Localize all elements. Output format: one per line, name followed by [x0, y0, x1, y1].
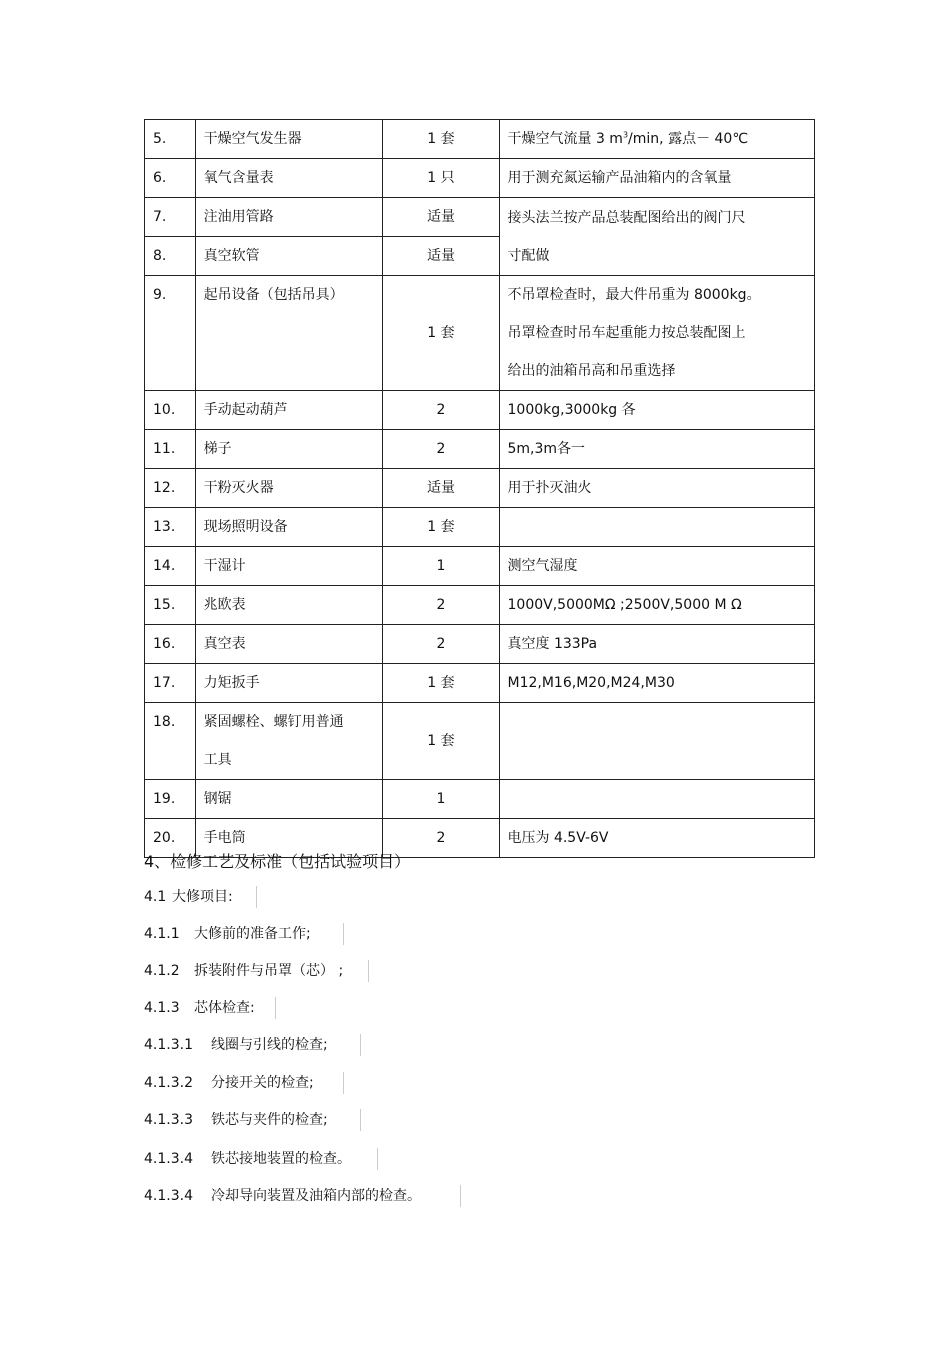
- item-text: 分接开关的检查;: [211, 1075, 314, 1091]
- text-box-edge: [360, 1109, 361, 1131]
- item-text: 铁芯接地装置的检查。: [211, 1151, 351, 1167]
- table-row: [145, 391, 815, 430]
- item-text: 拆装附件与吊罩（芯） ;: [194, 963, 344, 979]
- item-quantity: 1 套: [383, 120, 499, 159]
- item-name: 手电筒: [195, 819, 383, 858]
- list-item: [144, 1185, 421, 1207]
- item-text: 大修项目:: [172, 889, 233, 905]
- table-row: [145, 430, 815, 469]
- item-name: 干粉灭火器: [195, 469, 383, 508]
- item-name: 干湿计: [195, 547, 383, 586]
- row-number: 14.: [145, 547, 196, 586]
- row-number: 13.: [145, 508, 196, 547]
- row-number: 7.: [145, 198, 196, 237]
- table-row: [145, 508, 815, 547]
- item-note: 干燥空气流量 3 $m^3/\min$, 露点－ 40℃: [499, 120, 815, 159]
- item-number: 4.1.2: [144, 963, 180, 979]
- item-name: 钢锯: [195, 780, 383, 819]
- item-quantity: 1 只: [383, 159, 499, 198]
- item-note: 1000V,5000MΩ ;2500V,5000 M Ω: [499, 586, 815, 625]
- list-item: [144, 1072, 314, 1094]
- row-number: 20.: [145, 819, 196, 858]
- list-item: [144, 923, 311, 945]
- item-text: 线圈与引线的检查;: [211, 1037, 328, 1053]
- item-number: 4.1.3.3: [144, 1112, 193, 1128]
- text-box-edge: [343, 923, 344, 945]
- table-row: [145, 159, 815, 198]
- table-row: [145, 703, 815, 780]
- item-quantity: 1: [383, 780, 499, 819]
- item-number: 4.1.3: [144, 1000, 180, 1016]
- item-note: 测空气湿度: [499, 547, 815, 586]
- table-row: [145, 625, 815, 664]
- item-number: 4.1.3.2: [144, 1075, 193, 1091]
- item-note: M12,M16,M20,M24,M30: [499, 664, 815, 703]
- item-quantity: 2: [383, 586, 499, 625]
- item-note: 电压为 4.5V-6V: [499, 819, 815, 858]
- item-name: 梯子: [195, 430, 383, 469]
- item-text: 芯体检查:: [194, 1000, 255, 1016]
- row-number: 15.: [145, 586, 196, 625]
- item-number: 4.1: [144, 889, 167, 905]
- row-number: 11.: [145, 430, 196, 469]
- item-quantity: 1 套: [383, 664, 499, 703]
- item-note: 用于扑灭油火: [499, 469, 815, 508]
- item-text: 铁芯与夹件的检查;: [211, 1112, 328, 1128]
- item-quantity: 2: [383, 430, 499, 469]
- row-number: 18.: [145, 703, 196, 780]
- item-name: 紧固螺栓、螺钉用普通 工具: [195, 703, 383, 780]
- item-name: 力矩扳手: [195, 664, 383, 703]
- item-number: 4.1.3.1: [144, 1037, 193, 1053]
- table-row: [145, 276, 815, 391]
- list-item: [144, 960, 343, 982]
- item-note: 用于测充氮运输产品油箱内的含氧量: [499, 159, 815, 198]
- text-box-edge: [377, 1148, 378, 1170]
- list-item: [144, 1034, 328, 1056]
- item-quantity: 1: [383, 547, 499, 586]
- tools-table: [144, 119, 815, 858]
- list-item: [144, 997, 255, 1019]
- item-text: 冷却导向装置及油箱内部的检查。: [211, 1188, 421, 1204]
- text-box-edge: [256, 886, 257, 908]
- item-note: 1000kg,3000kg 各: [499, 391, 815, 430]
- item-name: 注油用管路: [195, 198, 383, 237]
- list-item: [144, 1109, 328, 1131]
- item-note: [499, 508, 815, 547]
- row-number: 5.: [145, 120, 196, 159]
- item-quantity: 适量: [383, 237, 499, 276]
- section-title: 4、检修工艺及标准（包括试验项目）: [144, 852, 411, 871]
- text-box-edge: [368, 960, 369, 982]
- item-name: 干燥空气发生器: [195, 120, 383, 159]
- row-number: 12.: [145, 469, 196, 508]
- table-row: [145, 547, 815, 586]
- list-item: [144, 886, 233, 908]
- item-number: 4.1.1: [144, 926, 180, 942]
- row-number: 9.: [145, 276, 196, 391]
- item-quantity: 1 套: [383, 508, 499, 547]
- row-number: 6.: [145, 159, 196, 198]
- item-note: 真空度 133Pa: [499, 625, 815, 664]
- item-number: 4.1.3.4: [144, 1151, 193, 1167]
- item-quantity: 2: [383, 625, 499, 664]
- item-quantity: 适量: [383, 198, 499, 237]
- item-quantity: 适量: [383, 469, 499, 508]
- item-note: [499, 780, 815, 819]
- table-row: [145, 780, 815, 819]
- item-quantity: 2: [383, 819, 499, 858]
- item-name: 氧气含量表: [195, 159, 383, 198]
- table-row: [145, 586, 815, 625]
- row-number: 16.: [145, 625, 196, 664]
- item-name: 起吊设备（包括吊具）: [195, 276, 383, 391]
- item-name: 手动起动葫芦: [195, 391, 383, 430]
- table-row: [145, 198, 815, 237]
- item-note: 5m,3m各一: [499, 430, 815, 469]
- item-quantity: 1 套: [383, 703, 499, 780]
- text-box-edge: [460, 1185, 461, 1207]
- list-item: [144, 1148, 351, 1170]
- item-name: 现场照明设备: [195, 508, 383, 547]
- item-number: 4.1.3.4: [144, 1188, 193, 1204]
- text-box-edge: [360, 1034, 361, 1056]
- table-row: [145, 664, 815, 703]
- item-note: [499, 703, 815, 780]
- row-number: 8.: [145, 237, 196, 276]
- row-number: 17.: [145, 664, 196, 703]
- table-row: [145, 469, 815, 508]
- text-box-edge: [275, 997, 276, 1019]
- item-quantity: 2: [383, 391, 499, 430]
- item-text: 大修前的准备工作;: [194, 926, 311, 942]
- item-name: 真空表: [195, 625, 383, 664]
- row-number: 10.: [145, 391, 196, 430]
- item-quantity: 1 套: [383, 276, 499, 391]
- item-name: 真空软管: [195, 237, 383, 276]
- table-row: [145, 120, 815, 159]
- text-box-edge: [343, 1072, 344, 1094]
- item-note: 不吊罩检查时，最大件吊重为 8000kg。 吊罩检查时吊车起重能力按总装配图上 给出的油箱吊高和吊重选择: [499, 276, 815, 391]
- item-note: 接头法兰按产品总装配图给出的阀门尺 寸配做: [499, 198, 815, 276]
- row-number: 19.: [145, 780, 196, 819]
- item-name: 兆欧表: [195, 586, 383, 625]
